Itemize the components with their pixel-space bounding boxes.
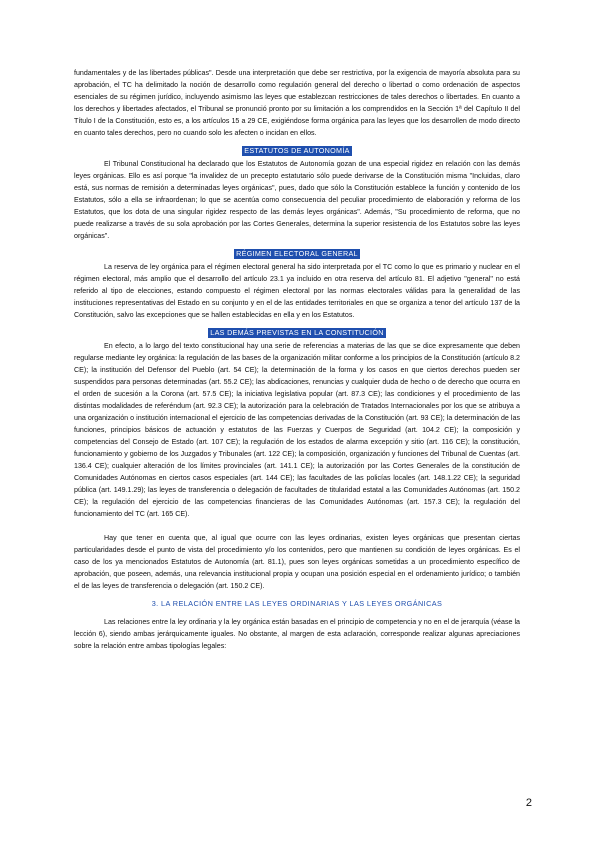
section-heading-estatutos: ESTATUTOS DE AUTONOMÍA [244, 146, 350, 155]
section-3-paragraph: Las relaciones entre la ley ordinaria y la ley orgánica están basadas en el principio de competencia y no en el de jerarquía (véase la lección 6), siendo ambas jerárquicamente iguales. No obstante, al margen de esta aclaración, corresponde realizar algunas apreciaciones sobre la relación entre ambas tipologías legales: [74, 618, 520, 650]
page-number: 2 [525, 797, 532, 809]
section-paragraph-demas-previstas: En efecto, a lo largo del texto constitucional hay una serie de referencias a materias de las que se dice expresamente que deben regularse mediante ley orgánica: la regulación de las bases de la organización militar conforme a los principios de la Constitución (artículo 8.2 CE); la institución del Defensor del Pueblo (art. 54 CE); la determinación de la forma y los casos en que ciertos derechos pueden ser suspendidos para personas determinadas (art. 55.2 CE); las abdicaciones, renuncias y cualquier duda de hecho o de derecho que ocurra en el orden de sucesión a la Corona (art. 57.5 CE); la iniciativa legislativa popular (art. 87.3 CE); las condiciones y el procedimiento de las distintas modalidades de referéndum (art. 92.3 CE); la autorización para la celebración de Tratados Internacionales por los que se atribuya a una organización o institución internacional el ejercicio de las competencias derivadas de la Constitución (art. 93 CE); la determinación de las funciones, principios básicos de actuación y estatutos de las Fuerzas y Cuerpos de Seguridad (art. 104.2 CE); la composición y competencias del Consejo de Estado (art. 107 CE); la regulación de los estados de alarma excepción y sitio (art. 116 CE); la constitución, funcionamiento y gobierno de los Juzgados y Tribunales (art. 122 CE); la composición, organización y funciones del Tribunal de Cuentas (art. 136.4 CE); cualquier alteración de los límites provinciales (art. 141.1 CE); la autorización por las Cortes Generales de la constitución de Comunidades Autónomas en ciertos casos especiales (art. 144 CE); las facultades de las policías locales (art. 148.1.22 CE); la seguridad pública (art. 149.1.29); las leyes de transferencia o delegación de facultades de titularidad estatal a las Comunidades Autónomas (art. 150.2 CE); la regulación del ejercicio de las competencias financieras de las Comunidades Autónomas (art. 157.3 CE); la regulación del funcionamiento del TC (art. 165 CE). [74, 342, 520, 518]
section-paragraph-regimen-electoral: La reserva de ley orgánica para el régimen electoral general ha sido interpretada por el TC como lo que es primario y nuclear en el régimen electoral, más amplio que el desarrollo del artículo 23.1 ya incluido en otra reserva del artículo 81. El adjetivo "general" no está referido al tipo de elecciones, estando compuesto el régimen electoral por las normas electorales válidas para la generalidad de las instituciones representativas del Estado en su conjunto y en el de las entidades territoriales en que se organiza a tenor del artículo 137 de la Constitución, salvo las excepciones que se hallen establecidas en ella y en los Estatutos. [74, 263, 520, 319]
intro-paragraph: fundamentales y de las libertades públicas". Desde una interpretación que debe ser restrictiva, por la exigencia de mayoría absoluta para su aprobación, el TC ha delimitado la noción de desarrollo como regulación general del derecho o libertad o como ordenación de aspectos esenciales de su régimen jurídico, incluyendo asimismo las leyes que establezcan restricciones de tales derechos o libertades. En cuanto a los derechos y libertades afectados, el Tribunal se pronunció pronto por su limitación a los comprendidos en la Sección 1ª del Capítulo II del Título I de la Constitución, esto es, a los artículos 15 a 29 CE, exigiéndose forma orgánica para las leyes que los desarrollen de modo directo en cuanto tales derechos, pero no cuando solo les afecten o incidan en ellos. [74, 69, 520, 137]
section-heading-wrapper [74, 327, 520, 339]
section-heading-regimen-electoral: RÉGIMEN ELECTORAL GENERAL [236, 249, 358, 258]
paragraph-spacer [74, 520, 520, 532]
section-heading-wrapper [74, 145, 520, 157]
section-heading-wrapper [74, 248, 520, 260]
section-heading-demas-previstas: LAS DEMÁS PREVISTAS EN LA CONSTITUCIÓN [210, 328, 384, 337]
closing-paragraph: Hay que tener en cuenta que, al igual que ocurre con las leyes ordinarias, existen leyes orgánicas que presentan ciertas particularidades desde el punto de vista del procedimiento y/o los contenidos, pero que mantienen su condición de leyes orgánicas. Es el caso de los ya mencionados Estatutos de Autonomía (art. 81.1), pues son leyes orgánicas sometidas a un procedimiento específico de aprobación, que poseen, además, una relevancia institucional propia y ocupan una posición especial en el ordenamiento jurídico; o también el de las leyes de transferencia o delegación (art. 150.2 CE). [74, 534, 520, 590]
section-3-heading: 3. LA RELACIÓN ENTRE LAS LEYES ORDINARIAS Y LAS LEYES ORGÁNICAS [151, 599, 443, 608]
section-paragraph-estatutos: El Tribunal Constitucional ha declarado que los Estatutos de Autonomía gozan de una especial rigidez en relación con las demás leyes orgánicas. Ello es así porque "la invalidez de un precepto estatutario sólo puede derivarse de la Constitución misma "Incluidas, claro está, sus normas de remisión a determinadas leyes orgánicas", pues, dado que sólo la Constitución establece la función y contenido de los Estatutos, sólo a ella se infraordenan; lo que se acentúa como consecuencia del peculiar procedimiento de elaboración y reforma de los Estatutos, que los dota de una singular rigidez respecto de las demás leyes orgánicas". Además, "Su procedimiento de reforma, que no puede realizarse a través de su sola aprobación por las Cortes Generales, determina la superior resistencia de los Estatutos sobre las leyes orgánicas". [74, 160, 520, 240]
document-body [74, 67, 520, 652]
